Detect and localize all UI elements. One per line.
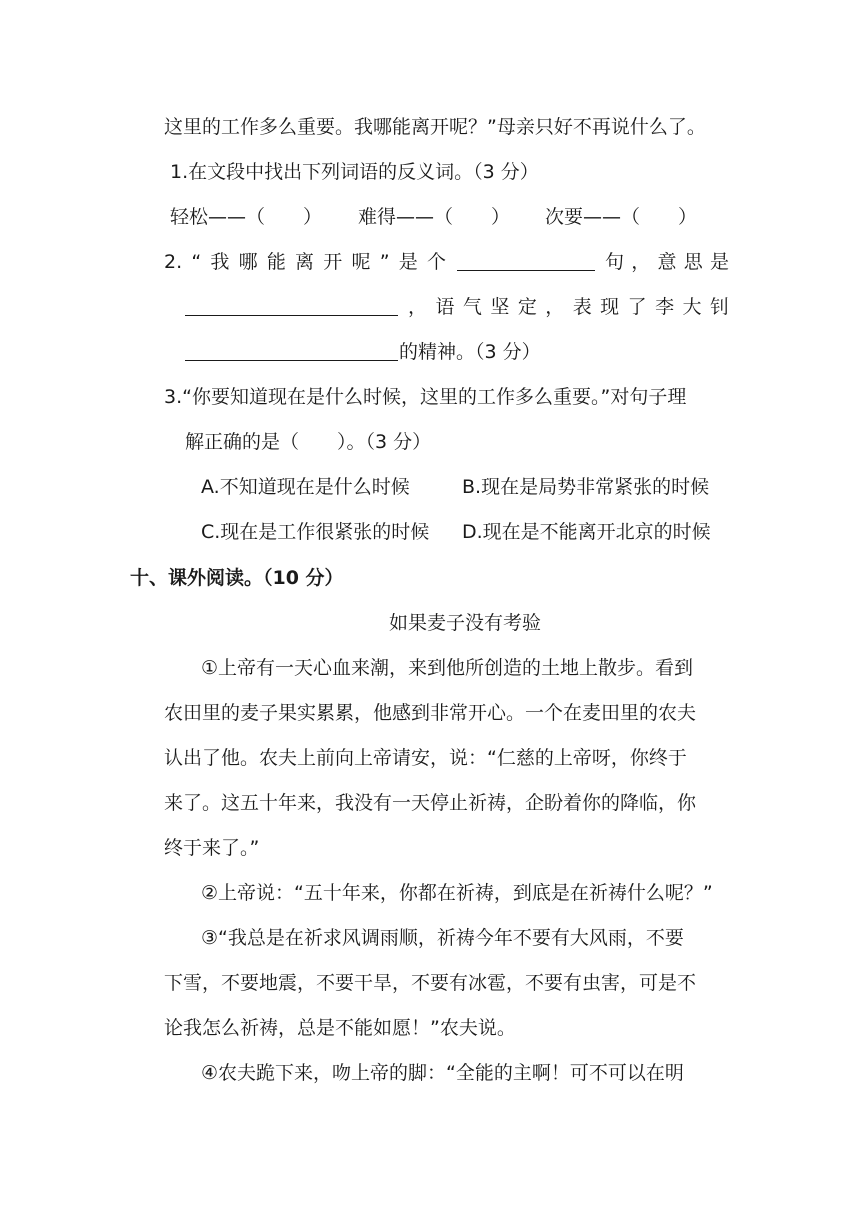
question-2-line-3-end: 的精神。（3 分） [399, 341, 541, 363]
q2-char: 语 [435, 296, 455, 318]
q2-char: ， [631, 251, 651, 273]
q2-char: 气 [462, 296, 482, 318]
q2-char: 思 [683, 251, 703, 273]
reading-line-10: ④农夫跪下来，吻上帝的脚：“全能的主啊！可不可以在明 [201, 1062, 684, 1084]
q2-char: 坚 [490, 296, 510, 318]
q2-char: 表 [572, 296, 592, 318]
reading-line-8: 下雪，不要地震，不要干旱，不要有冰雹，不要有虫害，可是不 [164, 972, 697, 994]
q2-char: ” [379, 251, 390, 273]
question-3-line-1: 3.“你要知道现在是什么时候，这里的工作多么重要。”对句子理 [164, 386, 687, 408]
option-d: D.现在是不能离开北京的时候 [462, 521, 711, 543]
q2-char: 2. [164, 251, 183, 273]
q2-char: 呢 [351, 251, 371, 273]
question-1-item-2: 难得——（ ） [358, 206, 511, 228]
reading-line-7: ③“我总是在祈求风调雨顺，祈祷今年不要有大风雨，不要 [201, 927, 684, 949]
q2-char: 开 [323, 251, 343, 273]
reading-line-3: 认出了他。农夫上前向上帝请安，说：“仁慈的上帝呀，你终于 [164, 747, 687, 769]
question-3-line-2: 解正确的是（ ）。（3 分） [185, 431, 432, 453]
reading-line-1: ①上帝有一天心血来潮，来到他所创造的土地上散步。看到 [201, 657, 694, 679]
question-2-line-1-start [164, 249, 446, 275]
question-1-item-1: 轻松——（ ） [170, 206, 323, 228]
reading-line-9: 论我怎么祈祷，总是不能如愿！”农夫说。 [164, 1017, 516, 1039]
answer-blank-sentence-type[interactable] [457, 250, 595, 271]
reading-title: 如果麦子没有考验 [388, 612, 541, 634]
q2-char: 大 [682, 296, 702, 318]
passage-tail-line: 这里的工作多么重要。我哪能离开呢？”母亲只好不再说什么了。 [164, 116, 706, 138]
q2-char: 了 [627, 296, 647, 318]
q2-char: 哪 [238, 251, 258, 273]
reading-line-5: 终于来了。” [164, 837, 260, 859]
question-1-item-3: 次要——（ ） [545, 206, 698, 228]
reading-line-2: 农田里的麦子果实累累，他感到非常开心。一个在麦田里的农夫 [164, 702, 697, 724]
q2-char: 句 [605, 251, 625, 273]
answer-blank-spirit[interactable] [185, 340, 398, 361]
q2-char: 个 [426, 251, 446, 273]
q2-char: 钊 [709, 296, 729, 318]
option-a: A.不知道现在是什么时候 [201, 476, 410, 498]
q2-char: 是 [709, 251, 729, 273]
question-2-line-1-end [605, 249, 729, 275]
option-b: B.现在是局势非常紧张的时候 [462, 476, 710, 498]
q2-char: 我 [210, 251, 230, 273]
q2-char: 现 [600, 296, 620, 318]
q2-char: 定 [517, 296, 537, 318]
q2-char: 是 [398, 251, 418, 273]
option-c: C.现在是工作很紧张的时候 [201, 521, 430, 543]
q2-char: 能 [266, 251, 286, 273]
q2-char: “ [191, 251, 202, 273]
reading-line-6: ②上帝说：“五十年来，你都在祈祷，到底是在祈祷什么呢？” [201, 882, 713, 904]
q2-char: 意 [657, 251, 677, 273]
q2-char: 离 [295, 251, 315, 273]
section-10-heading: 十、课外阅读。（10 分） [130, 567, 344, 589]
reading-line-4: 来了。这五十年来，我没有一天停止祈祷，企盼着你的降临，你 [164, 792, 697, 814]
question-1-prompt: 1.在文段中找出下列词语的反义词。（3 分） [170, 161, 539, 183]
q2-char: 李 [655, 296, 675, 318]
question-2-line-2 [408, 294, 729, 320]
q2-char: ， [545, 296, 565, 318]
q2-char: ， [408, 296, 428, 318]
answer-blank-meaning[interactable] [185, 295, 398, 316]
